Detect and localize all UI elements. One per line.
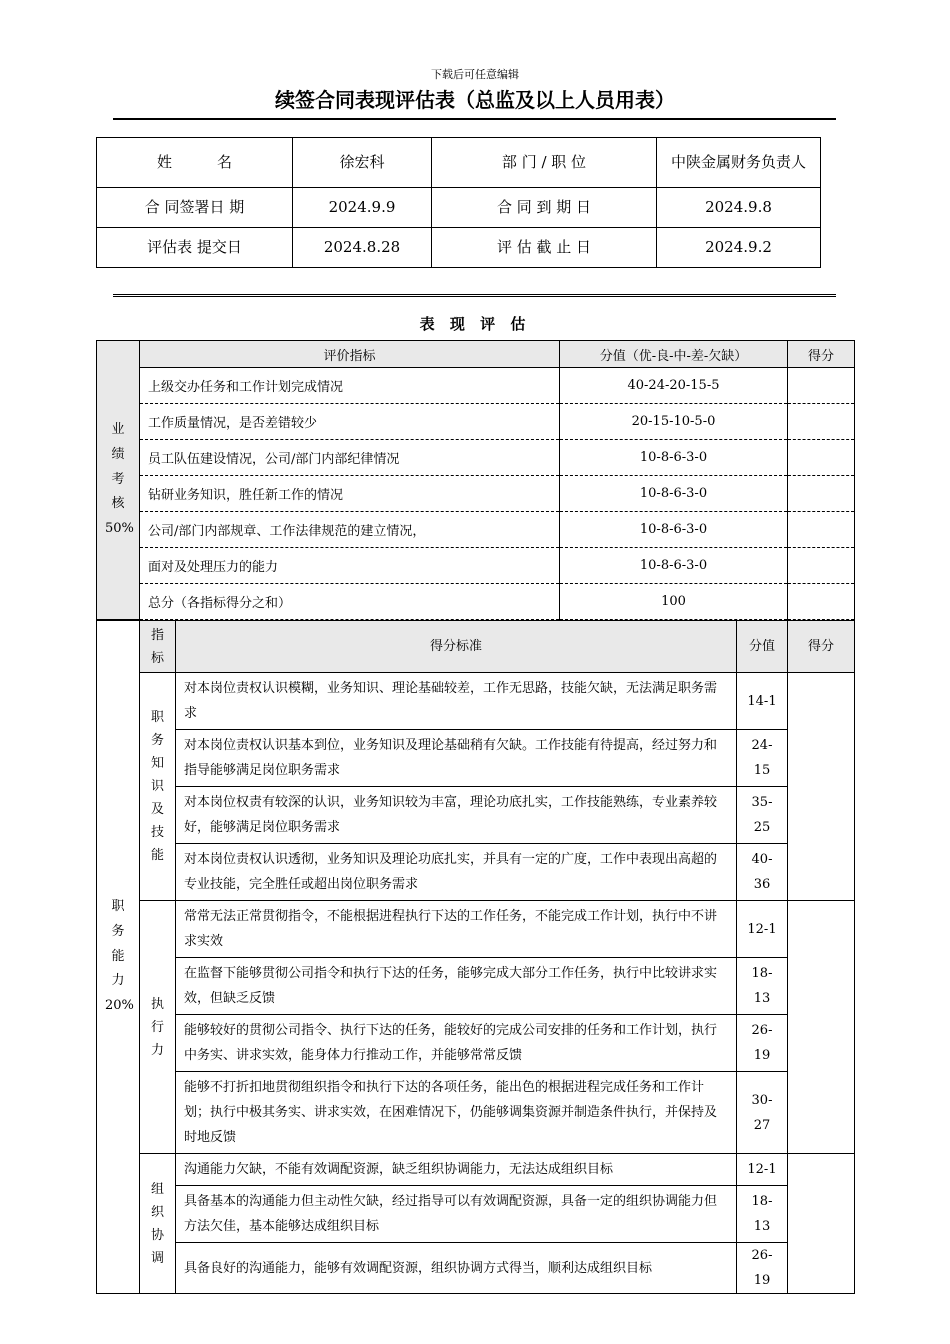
header-char: 指 <box>150 627 164 643</box>
value-cell: 12-1 <box>737 1154 788 1186</box>
score-input-cell[interactable] <box>788 1154 855 1294</box>
deadline-label: 评 估 截 止 日 <box>432 228 657 268</box>
header-indicator <box>140 621 176 673</box>
title-divider <box>113 118 836 120</box>
expire-date-label: 合 同 到 期 日 <box>432 188 657 228</box>
header-score: 得分 <box>788 621 855 673</box>
category-char: 绩 <box>111 446 125 462</box>
group-char: 职 <box>150 710 164 725</box>
category-label <box>105 418 134 541</box>
section-divider <box>113 294 836 297</box>
group-char: 协 <box>150 1227 164 1243</box>
dept-value: 中陕金属财务负责人 <box>657 138 821 188</box>
ability-category <box>97 621 140 1294</box>
table-row <box>97 1154 855 1186</box>
table-row <box>97 584 855 620</box>
indicator-cell: 员工队伍建设情况，公司/部门内部纪律情况 <box>140 440 560 476</box>
group-char: 力 <box>150 1042 164 1058</box>
group-char: 能 <box>150 848 164 863</box>
value-cell: 26-19 <box>737 1243 788 1294</box>
category-char: 核 <box>111 496 125 512</box>
value-cell: 35-25 <box>737 787 788 844</box>
score-input-cell[interactable] <box>788 901 855 1154</box>
header-value: 分值 <box>737 621 788 673</box>
indicator-cell: 总分（各指标得分之和） <box>140 584 560 620</box>
group-char: 及 <box>150 802 164 817</box>
score-range-cell: 10-8-6-3-0 <box>560 476 788 512</box>
group-char: 行 <box>150 1019 164 1035</box>
criteria-cell: 对本岗位责权认识透彻，业务知识及理论功底扎实，并具有一定的广度，工作中表现出高超的专业技能，完全胜任或超出岗位职务需求 <box>176 844 737 901</box>
header-score: 得分 <box>788 341 855 368</box>
group-char: 执 <box>150 996 164 1012</box>
criteria-cell: 常常无法正常贯彻指令，不能根据进程执行下达的工作任务，不能完成工作计划，执行中不讲求实效 <box>176 901 737 958</box>
info-table <box>96 137 821 268</box>
value-cell: 12-1 <box>737 901 788 958</box>
performance-table <box>96 340 855 620</box>
group-char: 务 <box>150 733 164 748</box>
indicator-cell: 公司/部门内部规章、工作法律规范的建立情况， <box>140 512 560 548</box>
criteria-cell: 沟通能力欠缺，不能有效调配资源，缺乏组织协调能力，无法达成组织目标 <box>176 1154 737 1186</box>
criteria-cell: 能够较好的贯彻公司指令、执行下达的任务，能较好的完成公司安排的任务和工作计划，执行中务实、讲求实效，能身体力行推动工作，并能够常常反馈 <box>176 1015 737 1072</box>
group-char: 组 <box>150 1181 164 1197</box>
value-cell: 24-15 <box>737 730 788 787</box>
edit-note: 下载后可任意编辑 <box>431 68 519 81</box>
performance-category <box>97 341 140 620</box>
category-weight: 50% <box>105 521 134 537</box>
table-row <box>97 404 855 440</box>
score-range-cell: 20-15-10-5-0 <box>560 404 788 440</box>
header-indicator: 评价指标 <box>140 341 560 368</box>
score-range-cell: 40-24-20-15-5 <box>560 368 788 404</box>
header-score-range: 分值（优-良-中-差-欠缺） <box>560 341 788 368</box>
sign-date-label: 合 同签署日 期 <box>97 188 293 228</box>
group-char: 知 <box>150 756 164 771</box>
score-range-cell: 10-8-6-3-0 <box>560 512 788 548</box>
score-input-cell[interactable] <box>788 584 855 620</box>
table-row <box>97 844 855 901</box>
group-char: 织 <box>150 1204 164 1220</box>
table-row <box>97 787 855 844</box>
table-row <box>97 958 855 1015</box>
expire-date-value: 2024.9.8 <box>657 188 821 228</box>
ability-header-row <box>97 621 855 673</box>
score-range-cell: 10-8-6-3-0 <box>560 548 788 584</box>
group-label <box>140 1154 176 1294</box>
score-range-cell: 100 <box>560 584 788 620</box>
score-input-cell[interactable] <box>788 548 855 584</box>
value-cell: 18-13 <box>737 1186 788 1243</box>
table-row <box>97 1015 855 1072</box>
header-char: 标 <box>150 650 164 666</box>
category-weight: 20% <box>105 998 134 1014</box>
category-char: 考 <box>111 471 125 487</box>
score-input-cell[interactable] <box>788 440 855 476</box>
page-title: 续签合同表现评估表（总监及以上人员用表） <box>275 88 675 112</box>
submit-date-label: 评估表 提交日 <box>97 228 293 268</box>
table-row <box>97 512 855 548</box>
table-row <box>97 673 855 730</box>
header-criteria: 得分标准 <box>176 621 737 673</box>
indicator-cell: 钻研业务知识，胜任新工作的情况 <box>140 476 560 512</box>
category-char: 职 <box>111 899 125 915</box>
table-row <box>97 548 855 584</box>
group-char: 识 <box>150 779 164 794</box>
criteria-cell: 具备良好的沟通能力，能够有效调配资源，组织协调方式得当，顺利达成组织目标 <box>176 1243 737 1294</box>
table-row <box>97 1186 855 1243</box>
value-cell: 30-27 <box>737 1072 788 1154</box>
name-label: 姓 名 <box>97 138 293 188</box>
ability-table <box>96 620 855 1294</box>
criteria-cell: 对本岗位责权认识模糊，业务知识、理论基础较差，工作无思路，技能欠缺，无法满足职务需求 <box>176 673 737 730</box>
score-input-cell[interactable] <box>788 512 855 548</box>
criteria-cell: 对本岗位责权认识基本到位，业务知识及理论基础稍有欠缺。工作技能有待提高，经过努力和指导能够满足岗位职务需求 <box>176 730 737 787</box>
group-char: 技 <box>150 825 164 840</box>
info-row <box>97 188 821 228</box>
criteria-cell: 在监督下能够贯彻公司指令和执行下达的任务，能够完成大部分工作任务，执行中比较讲求实效，但缺乏反馈 <box>176 958 737 1015</box>
group-char: 调 <box>150 1250 164 1266</box>
table-row <box>97 368 855 404</box>
indicator-cell: 面对及处理压力的能力 <box>140 548 560 584</box>
performance-header-row <box>97 341 855 368</box>
score-range-cell: 10-8-6-3-0 <box>560 440 788 476</box>
info-row <box>97 138 821 188</box>
table-row <box>97 476 855 512</box>
value-cell: 26-19 <box>737 1015 788 1072</box>
deadline-value: 2024.9.2 <box>657 228 821 268</box>
category-char: 能 <box>111 948 125 964</box>
info-row <box>97 228 821 268</box>
category-char: 力 <box>111 973 125 989</box>
criteria-cell: 能够不打折扣地贯彻组织指令和执行下达的各项任务，能出色的根据进程完成任务和工作计划；执行中极其务实、讲求实效，在困难情况下，仍能够调集资源并制造条件执行，并保持及时地反馈 <box>176 1072 737 1154</box>
value-cell: 14-1 <box>737 673 788 730</box>
submit-date-value: 2024.8.28 <box>293 228 432 268</box>
value-cell: 40-36 <box>737 844 788 901</box>
score-input-cell[interactable] <box>788 368 855 404</box>
section-title: 表 现 评 估 <box>419 315 531 333</box>
table-row <box>97 1243 855 1294</box>
name-value: 徐宏科 <box>293 138 432 188</box>
criteria-cell: 具备基本的沟通能力但主动性欠缺，经过指导可以有效调配资源，具备一定的组织协调能力但方法欠佳，基本能够达成组织目标 <box>176 1186 737 1243</box>
value-cell: 18-13 <box>737 958 788 1015</box>
criteria-cell: 对本岗位权责有较深的认识，业务知识较为丰富，理论功底扎实，工作技能熟练，专业素养较好，能够满足岗位职务需求 <box>176 787 737 844</box>
table-row <box>97 1072 855 1154</box>
table-row <box>97 901 855 958</box>
table-row <box>97 730 855 787</box>
category-char: 业 <box>111 422 125 438</box>
indicator-cell: 上级交办任务和工作计划完成情况 <box>140 368 560 404</box>
score-input-cell[interactable] <box>788 476 855 512</box>
dept-label: 部 门 / 职 位 <box>432 138 657 188</box>
category-char: 务 <box>111 923 125 939</box>
indicator-cell: 工作质量情况，是否差错较少 <box>140 404 560 440</box>
category-label <box>105 895 134 1018</box>
group-label <box>140 673 176 901</box>
table-row <box>97 440 855 476</box>
sign-date-value: 2024.9.9 <box>293 188 432 228</box>
group-label <box>140 901 176 1154</box>
score-input-cell[interactable] <box>788 404 855 440</box>
score-input-cell[interactable] <box>788 673 855 901</box>
